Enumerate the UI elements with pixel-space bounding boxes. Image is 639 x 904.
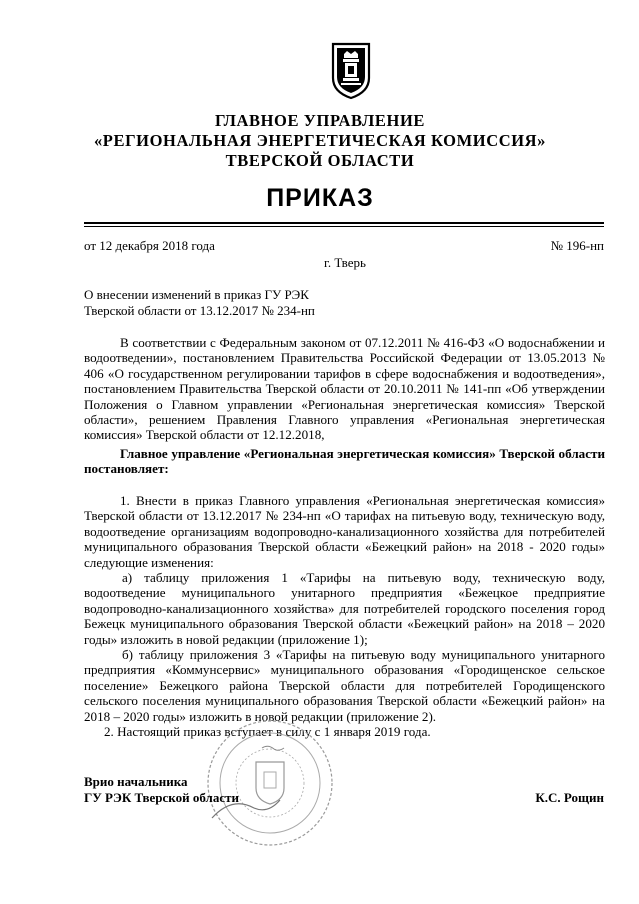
official-seal-stamp bbox=[202, 718, 338, 848]
signatory-name: К.С. Рощин bbox=[535, 790, 604, 805]
order-date: от 12 декабря 2018 года bbox=[84, 238, 215, 253]
order-number: № 196-нп bbox=[550, 238, 604, 253]
preamble-paragraph bbox=[84, 335, 605, 443]
order-items bbox=[84, 493, 605, 740]
resolution-text: Главное управление «Региональная энергетическая комиссия» Тверской области постановляет: bbox=[84, 446, 605, 477]
signatory-position-line-1: Врио начальника bbox=[84, 774, 188, 789]
item-1b: б) таблицу приложения 3 «Тарифы на питьевую воду муниципального унитарного предприятия «Коммунсервис» муниципального образования «Городищенское сельское поселение» Бежецкого района Тверской области для потребителей Городищенского сельского поселения муниципального образования Тверской области «Бежецкий район» на 2018 – 2020 годы» изложить в новой редакции (приложение 2). bbox=[84, 647, 605, 724]
org-name-line-1: ГЛАВНОЕ УПРАВЛЕНИЕ bbox=[214, 111, 425, 130]
item-1: 1. Внести в приказ Главного управления «Региональная энергетическая комиссия» Тверской области от 13.12.2017 № 234-нп «О тарифах на питьевую воду, техническую воду, водоотведение организациям водопроводно-канализационного хозяйства для потребителей муниципального образования Тверской области «Бежецкий район» на 2018 - 2020 годы» следующие изменения: bbox=[84, 493, 605, 570]
signatory-position-line-2: ГУ РЭК Тверской области bbox=[84, 790, 239, 805]
org-name-line-3: ТВЕРСКОЙ ОБЛАСТИ bbox=[225, 151, 415, 170]
tver-coat-of-arms-icon bbox=[331, 40, 371, 100]
subject-line-1: О внесении изменений в приказ ГУ РЭК bbox=[84, 287, 309, 302]
document-title: ПРИКАЗ bbox=[266, 184, 374, 212]
org-name-line-2: «РЕГИОНАЛЬНАЯ ЭНЕРГЕТИЧЕСКАЯ КОМИССИЯ» bbox=[93, 131, 547, 150]
item-2: 2. Настоящий приказ вступает в силу с 1 января 2019 года. bbox=[104, 724, 431, 740]
subject-line-2: Тверской области от 13.12.2017 № 234-нп bbox=[84, 303, 315, 318]
preamble-text: В соответствии с Федеральным законом от 07.12.2011 № 416-ФЗ «О водоснабжении и водоотведении», постановлением Правительства Российской Федерации от 13.05.2013 № 406 «О государственном регулировании тарифов в сфере водоснабжения и водоотведения», постановлением Правительства Тверской области от 20.10.2011 № 141-пп «Об утверждении Положения о Главном управлении «Региональная энергетическая комиссия» Тверской области», решением Правления Главного управления «Региональная энергетическая комиссия» Тверской области от 12.12.2018, bbox=[84, 335, 605, 443]
header-divider-thin bbox=[84, 226, 604, 227]
item-1a: а) таблицу приложения 1 «Тарифы на питьевую воду, техническую воду, водоотведение муниципального унитарного предприятия «Бежецкое предприятие водопроводно-канализационного хозяйства» для потребителей городского поселения город Бежецк муниципального образования Тверской области «Бежецкий район» на 2018 – 2020 годы» изложить в новой редакции (приложение 1); bbox=[84, 570, 605, 647]
header-divider-thick bbox=[84, 222, 604, 224]
resolution-paragraph bbox=[84, 446, 605, 477]
order-city: г. Тверь bbox=[324, 255, 366, 270]
